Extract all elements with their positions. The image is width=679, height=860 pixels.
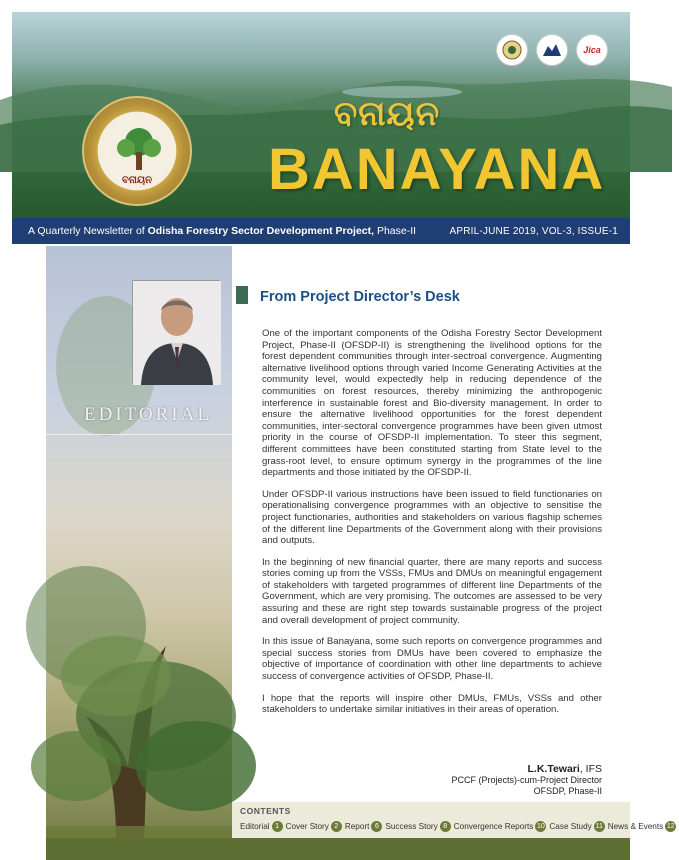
odia-title: ବନାୟନ [334,94,440,134]
signature-block [430,764,602,797]
contents-item-cover-story[interactable]: Cover Story 2 [286,821,342,832]
signatory-name: L.K.Tewari, IFS [527,763,602,775]
odisha-emblem-icon [496,34,528,66]
issue-info: APRIL-JUNE 2019, VOL-3, ISSUE-1 [449,225,618,237]
desk-heading: From Project Director’s Desk [260,289,460,305]
contents-list [240,821,679,832]
signatory-title: PCCF (Projects)-cum-Project Director [451,775,602,785]
newsletter-subtitle: A Quarterly Newsletter of Odisha Forestry Sector Development Project, Phase-II [28,225,417,237]
editorial-divider [46,434,232,435]
editorial-label: EDITORIAL [84,404,212,425]
contents-item-news-events[interactable]: News & Events 12 [607,822,675,831]
paragraph: In the beginning of new financial quarter, there are many reports and success stories coming up from the VSSs, FMUs and DMUs on meaningful engagement of stakeholders with targeted programmes of different line Departments of the Government, which are very promising. The outcomes are assessed to be very assuring and these are right step towards sustainable progress of the project and overall development of project community. [262,556,602,626]
signatory-org: OFSDP, Phase-II [533,786,602,796]
director-photo [132,280,220,384]
contents-panel [232,802,675,838]
paragraph: Under OFSDP-II various instructions have been issued to field functionaries on operationalising convergence programmes with an objective to sensitise the project functionaries, authorities and stakeholders on various flagship schemes of the different line Departments of the Government along with their provisions and outputs. [262,488,602,547]
contents-item-convergence-reports[interactable]: Convergence Reports 10 [453,822,545,831]
paragraph: In this issue of Banayana, some such reports on convergence programmes and special success stories from DMUs have been covered to emphasize the objective of importance of coordination with other line departments to achieve success of convergence activities of OFSDP, Phase-II. [262,636,602,683]
newsletter-title: BANAYANA [268,137,606,202]
jica-logo-icon: Jica [576,34,608,66]
editorial-body [262,328,602,726]
portrait-icon [133,281,221,385]
emblem-text: ବନାୟନ [122,175,152,186]
newsletter-strip [12,218,630,244]
contents-item-report[interactable]: Report 6 [345,821,383,832]
contents-label: CONTENTS [240,806,291,816]
banayana-emblem [82,96,192,206]
paragraph: One of the important components of the Odisha Forestry Sector Development Project, Phase-II (OFSDP-II) is strengthening the livelihood options for the forest dependent communities through inter-sectroal convergence. Augmenting alternative livelihood options through varied Income Generating Activities at the community level, would expectedly help in reducing dependence of the communities on forest resources, thereby minimizing the anthropogenic interference in sustainable forest and Bio-diversity management. In order to ensure the alternative livelihood opportunities for the forest dependent communities, inter-sectoral convergence programmes have been given utmost priority in the course of OFSDP-II implementation. To steer this segment, different committees have been constituted starting from State level to the grass-root level, to ensure optimum synergy in the programmes of the line departments and those initiated by the OFSDP-II. [262,328,602,479]
footer-bar [46,838,630,860]
partner-logos [496,34,608,66]
heading-accent-bar [236,286,248,304]
forest-dept-logo-icon [536,34,568,66]
header-banner [12,12,630,218]
contents-item-case-study[interactable]: Case Study 11 [549,822,603,831]
paragraph: I hope that the reports will inspire other DMUs, FMUs, VSSs and other stakeholders to undertake similar initiatives in their areas of operation. [262,692,602,716]
contents-item-success-story[interactable]: Success Story 8 [385,821,450,832]
watercolor-tree-panel [46,246,232,860]
contents-item-editorial[interactable]: Editorial 1 [240,821,283,832]
tree-icon [114,126,164,172]
